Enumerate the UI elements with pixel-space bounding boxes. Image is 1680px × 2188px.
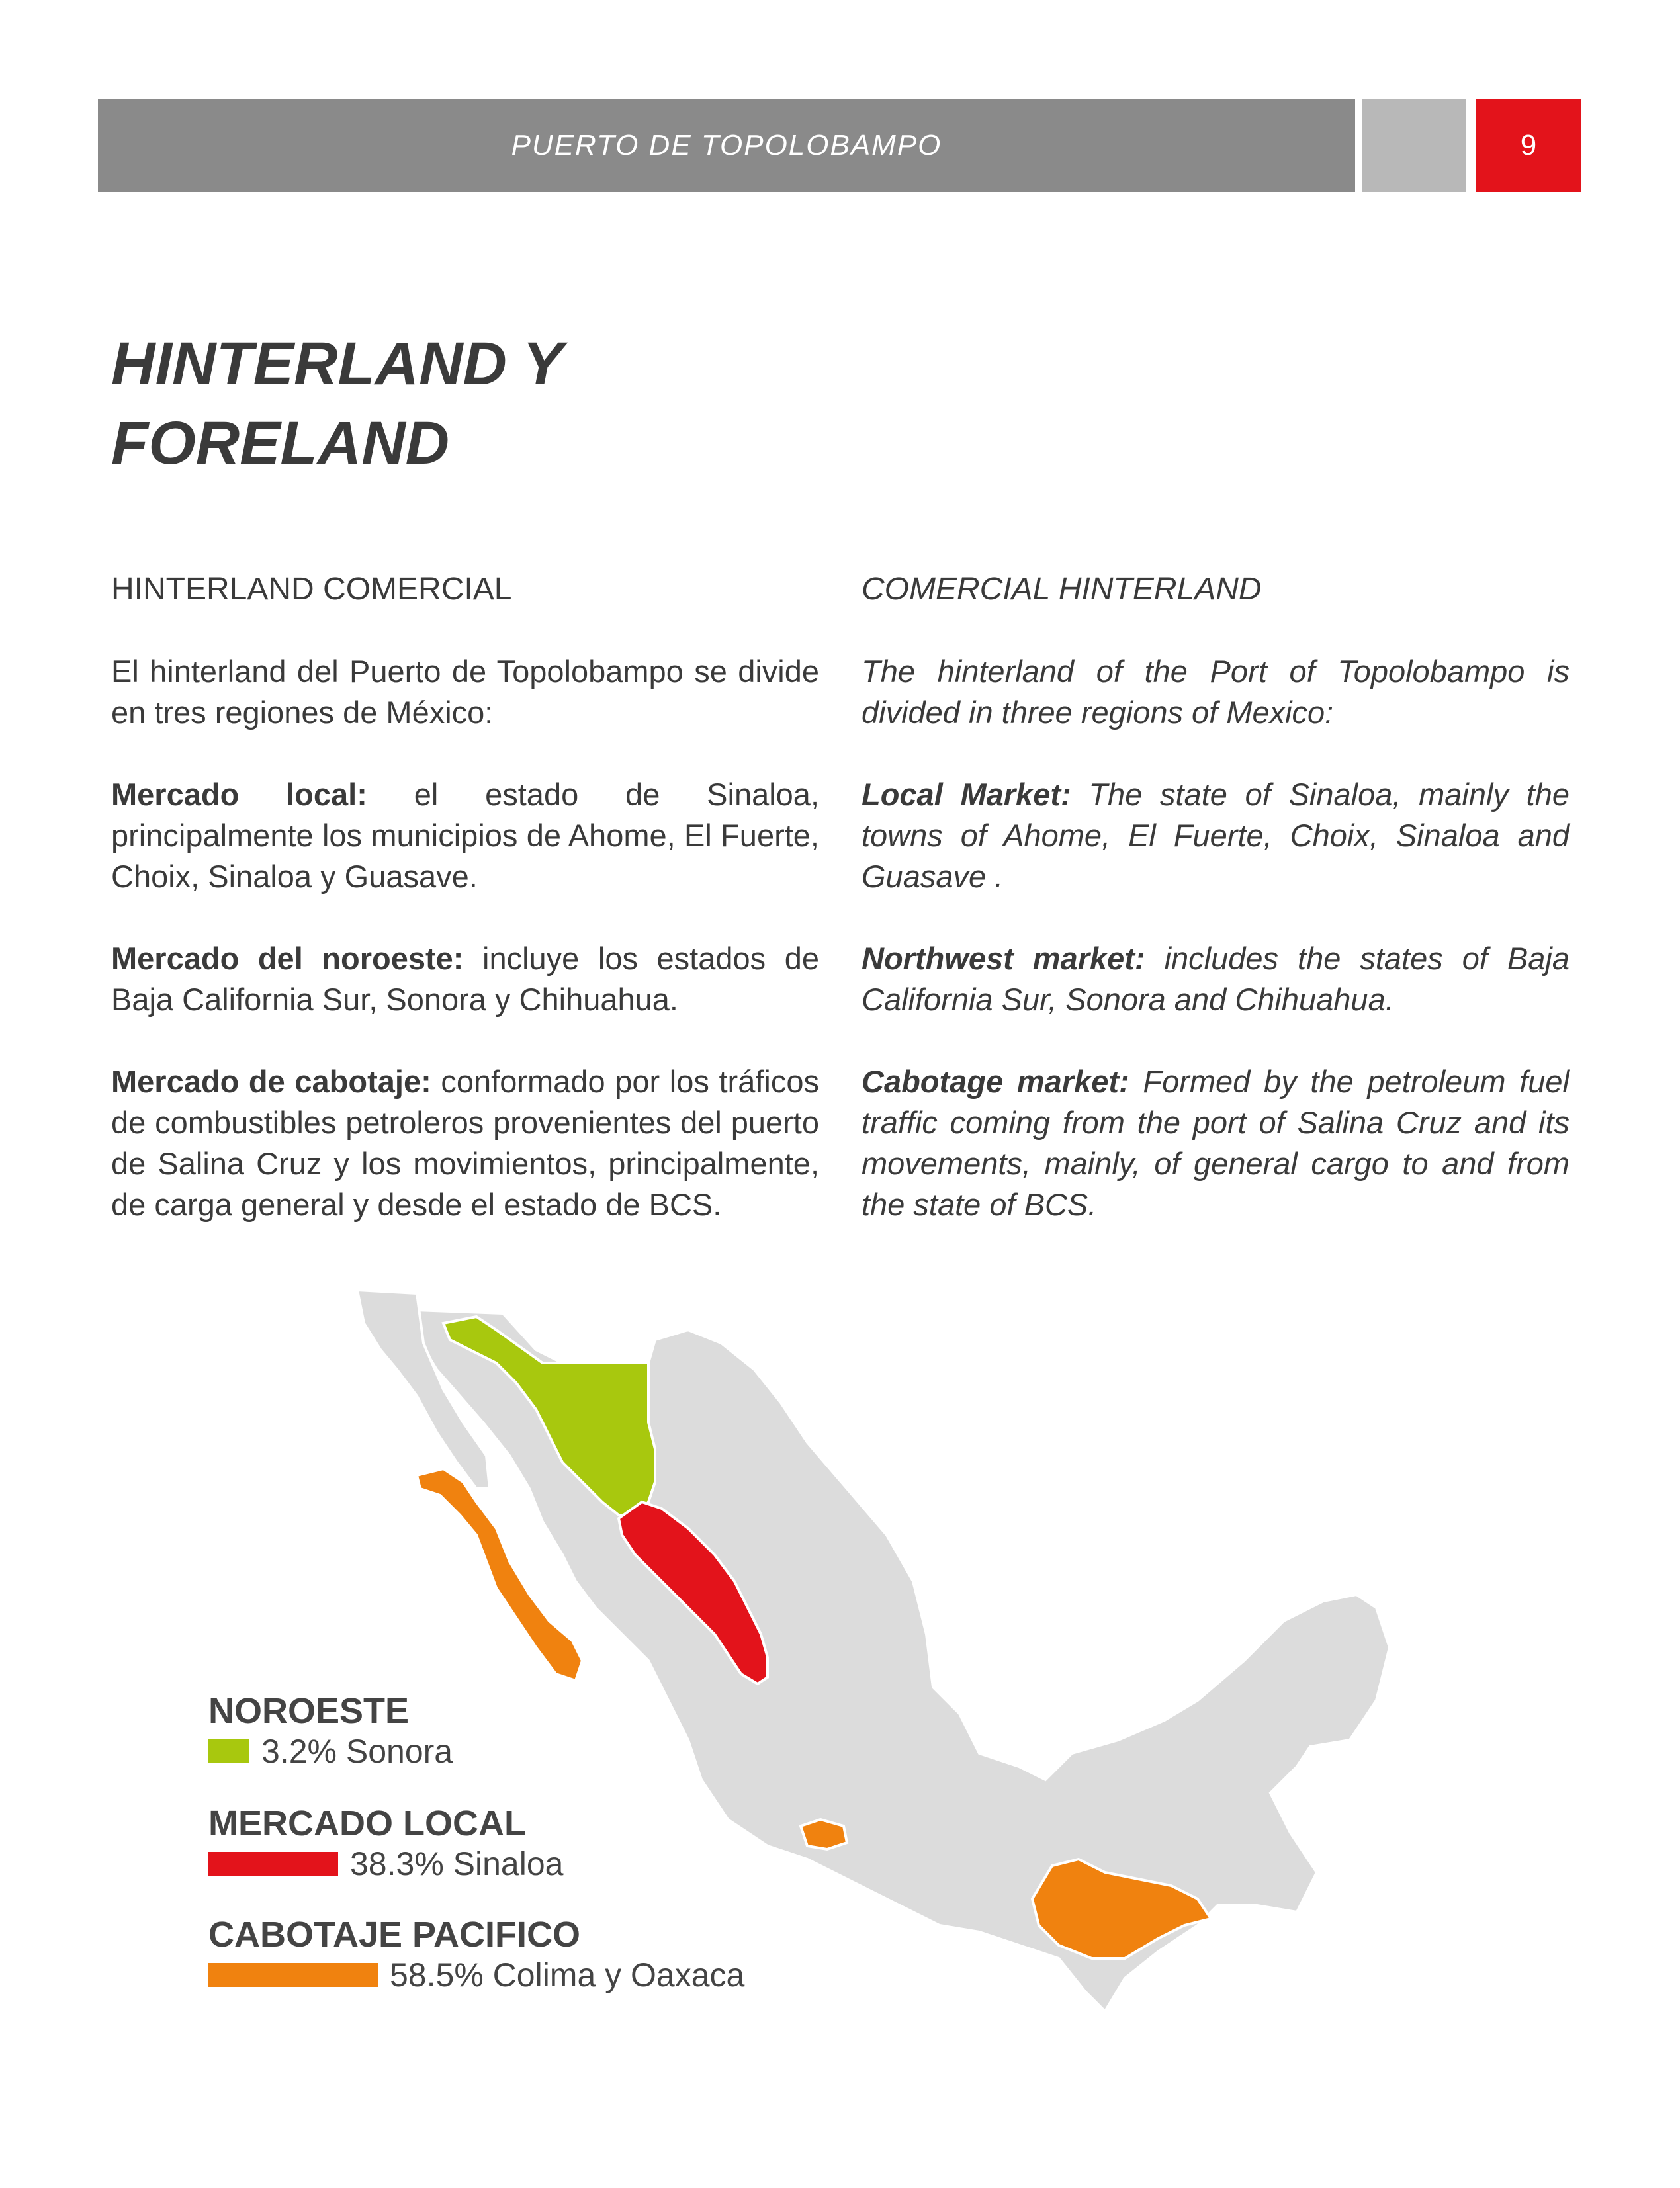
- spanish-heading: HINTERLAND COMERCIAL: [111, 572, 512, 607]
- colima-region: [801, 1819, 847, 1849]
- page-title-line-2: FORELAND: [111, 410, 450, 477]
- english-cabotage-market: [862, 1061, 1569, 1225]
- legend-label-cabotaje: 58.5% Colima y Oaxaca: [390, 1956, 745, 1993]
- english-northwest-text: includes the states of Baja California Sur, Sonora and Chihuahua.: [862, 941, 1569, 1017]
- page-title-line-1: HINTERLAND Y: [111, 330, 564, 398]
- english-local-text: The state of Sinaloa, mainly the towns of Ahome, El Fuerte, Choix, Sinaloa and Guasave .: [862, 777, 1569, 894]
- english-local-term: Local Market:: [862, 777, 1071, 812]
- spanish-local-term: Mercado local:: [111, 777, 367, 812]
- header-title: PUERTO DE TOPOLOBAMPO: [511, 129, 942, 161]
- english-intro: The hinterland of the Port of Topolobampo is divided in three regions of Mexico:: [862, 654, 1569, 730]
- header-divider-block: [1362, 99, 1466, 192]
- legend-swatch-cabotaje: [208, 1963, 378, 1987]
- legend-heading-noroeste: NOROESTE: [208, 1691, 410, 1731]
- page-title: [111, 324, 839, 483]
- spanish-northwest-text: incluye los estados de Baja California Sur, Sonora y Chihuahua.: [111, 941, 819, 1017]
- english-cabotage-term: Cabotage market:: [862, 1064, 1129, 1099]
- spanish-column: [111, 569, 819, 1266]
- legend-item-mercado-local: [208, 1845, 563, 1883]
- spanish-northwest-term: Mercado del noroeste:: [111, 941, 464, 976]
- legend-swatch-noroeste: [208, 1739, 249, 1763]
- spanish-cabotage-text: conformado por los tráficos de combustibles petroleros provenientes del puerto de Salina Cruz y los movimientos, principalmente, de carga general y desde el estado de BCS.: [111, 1064, 819, 1222]
- english-northwest-market: [862, 938, 1569, 1020]
- english-cabotage-text: Formed by the petroleum fuel traffic coming from the port of Salina Cruz and its movements, mainly, of general cargo to and from the state of BCS.: [862, 1064, 1569, 1222]
- legend-swatch-mercado-local: [208, 1852, 338, 1876]
- english-northwest-term: Northwest market:: [862, 941, 1145, 976]
- spanish-local-text: el estado de Sinaloa, principalmente los municipios de Ahome, El Fuerte, Choix, Sinaloa y Guasave.: [111, 777, 820, 894]
- spanish-local-market: [111, 774, 819, 897]
- legend-item-cabotaje: [208, 1956, 744, 1994]
- english-column: [862, 569, 1569, 1266]
- page-number: 9: [1476, 99, 1581, 192]
- english-heading: COMERCIAL HINTERLAND: [862, 572, 1262, 607]
- spanish-northwest-market: [111, 938, 819, 1020]
- legend-heading-mercado-local: MERCADO LOCAL: [208, 1804, 526, 1843]
- spanish-intro: El hinterland del Puerto de Topolobampo se divide en tres regiones de México:: [111, 654, 819, 730]
- spanish-cabotage-market: [111, 1061, 819, 1225]
- legend-item-noroeste: [208, 1732, 453, 1771]
- legend-label-mercado-local: 38.3% Sinaloa: [350, 1845, 564, 1882]
- legend-heading-cabotaje: CABOTAJE PACIFICO: [208, 1915, 581, 1954]
- english-local-market: [862, 774, 1569, 897]
- header-bar: [98, 99, 1355, 192]
- legend-label-noroeste: 3.2% Sonora: [261, 1733, 453, 1770]
- spanish-cabotage-term: Mercado de cabotaje:: [111, 1064, 431, 1099]
